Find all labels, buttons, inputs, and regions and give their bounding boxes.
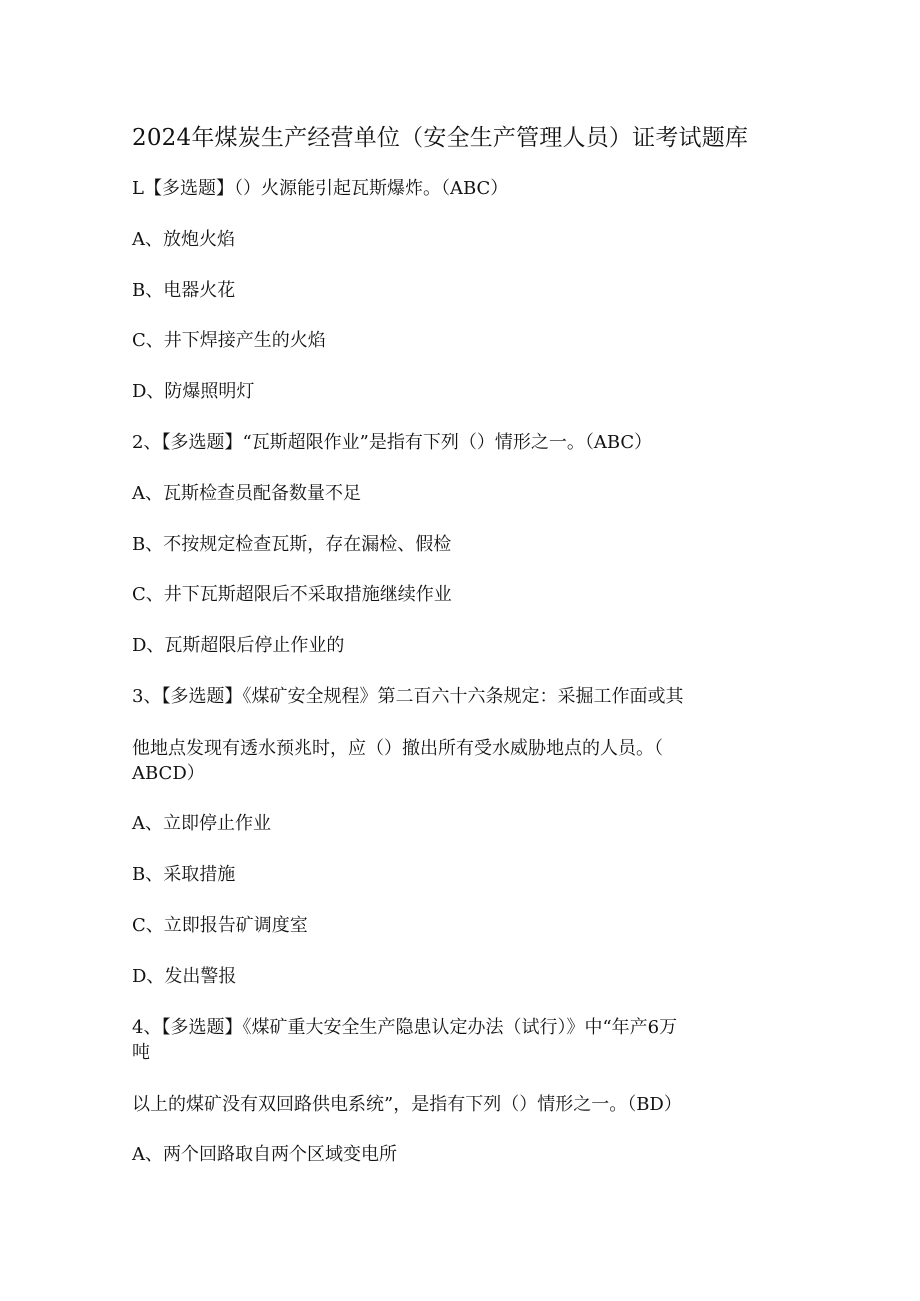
page-title: 2024年煤炭生产经营单位（安全生产管理人员）证考试题库 (132, 125, 749, 151)
question-3-answer: ABCD） (132, 763, 205, 784)
question-1-option-d: D、防爆照明灯 (132, 381, 255, 402)
question-2-option-c: C、井下瓦斯超限后不采取措施继续作业 (132, 584, 452, 605)
question-3-text-line-1: 3、【多选题】《煤矿安全规程》第二百六十六条规定：采掘工作面或其 (132, 686, 684, 707)
question-4-text-line-3: 以上的煤矿没有双回路供电系统”，是指有下列（）情形之一。（BD） (132, 1094, 682, 1115)
question-3-text-line-2: 他地点发现有透水预兆时，应（）撤出所有受水威胁地点的人员。（ (132, 738, 663, 759)
question-1-text: L【多选题】（）火源能引起瓦斯爆炸。（ABC） (132, 178, 509, 199)
question-2-option-a: A、瓦斯检查员配备数量不足 (132, 483, 361, 504)
question-1-option-b: B、电器火花 (132, 280, 236, 301)
question-1-option-a: A、放炮火焰 (132, 229, 235, 250)
question-2-option-d: D、瓦斯超限后停止作业的 (132, 635, 345, 656)
question-3-option-a: A、立即停止作业 (132, 813, 271, 834)
question-4-option-a: A、两个回路取自两个区域变电所 (132, 1144, 397, 1165)
question-4-text-line-1: 4、【多选题】《煤矿重大安全生产隐患认定办法（试行）》中“年产6万 (132, 1017, 678, 1038)
question-2-text: 2、【多选题】“瓦斯超限作业”是指有下列（）情形之一。（ABC） (132, 432, 653, 453)
question-4-text-line-2: 吨 (132, 1042, 150, 1063)
question-2-option-b: B、不按规定检查瓦斯，存在漏检、假检 (132, 534, 452, 555)
question-3-option-d: D、发出警报 (132, 966, 237, 987)
question-3-option-c: C、立即报告矿调度室 (132, 915, 308, 936)
question-3-option-b: B、采取措施 (132, 864, 236, 885)
question-1-option-c: C、井下焊接产生的火焰 (132, 330, 326, 351)
